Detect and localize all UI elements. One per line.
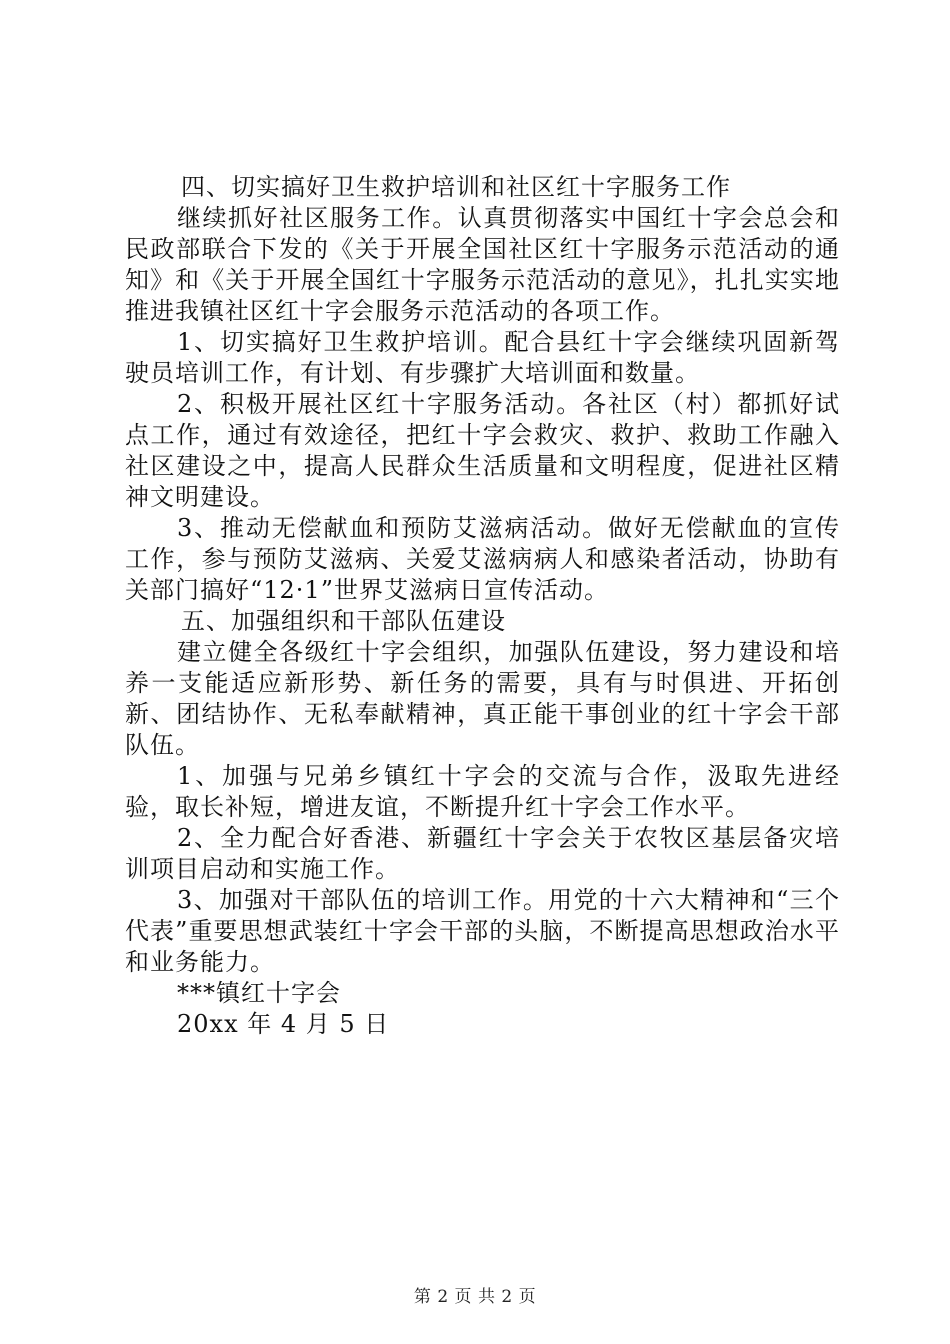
document-body (125, 172, 840, 1040)
paragraph: 3、推动无偿献血和预防艾滋病活动。做好无偿献血的宣传工作，参与预防艾滋病、关爱艾滋病病人和感染者活动，协助有关部门搞好“12·1”世界艾滋病日宣传活动。 (125, 514, 840, 604)
paragraph: 1、加强与兄弟乡镇红十字会的交流与合作，汲取先进经验，取长补短，增进友谊，不断提升红十字会工作水平。 (125, 762, 840, 821)
paragraph: 继续抓好社区服务工作。认真贯彻落实中国红十字会总会和民政部联合下发的《关于开展全国社区红十字服务示范活动的通知》和《关于开展全国红十字服务示范活动的意见》，扎扎实实地推进我镇社区红十字会服务示范活动的各项工作。 (125, 204, 840, 325)
date: 20xx 年 4 月 5 日 (177, 1010, 390, 1038)
paragraph: 2、积极开展社区红十字服务活动。各社区（村）都抓好试点工作，通过有效途径，把红十字会救灾、救护、救助工作融入社区建设之中，提高人民群众生活质量和文明程度，促进社区精神文明建设。 (125, 390, 840, 511)
paragraph: 建立健全各级红十字会组织，加强队伍建设，努力建设和培养一支能适应新形势、新任务的需要，具有与时俱进、开拓创新、团结协作、无私奉献精神，真正能干事创业的红十字会干部队伍。 (125, 638, 840, 759)
paragraph: 1、切实搞好卫生救护培训。配合县红十字会继续巩固新驾驶员培训工作，有计划、有步骤扩大培训面和数量。 (125, 328, 840, 387)
section-heading-5: 五、加强组织和干部队伍建设 (181, 607, 506, 635)
paragraph: 3、加强对干部队伍的培训工作。用党的十六大精神和“三个代表”重要思想武装红十字会干部的头脑，不断提高思想政治水平和业务能力。 (125, 886, 840, 976)
section-heading-4: 四、切实搞好卫生救护培训和社区红十字服务工作 (181, 173, 731, 201)
page-footer: 第 2 页 共 2 页 (413, 1287, 537, 1307)
signature: ***镇红十字会 (177, 979, 341, 1007)
paragraph: 2、全力配合好香港、新疆红十字会关于农牧区基层备灾培训项目启动和实施工作。 (125, 824, 840, 883)
